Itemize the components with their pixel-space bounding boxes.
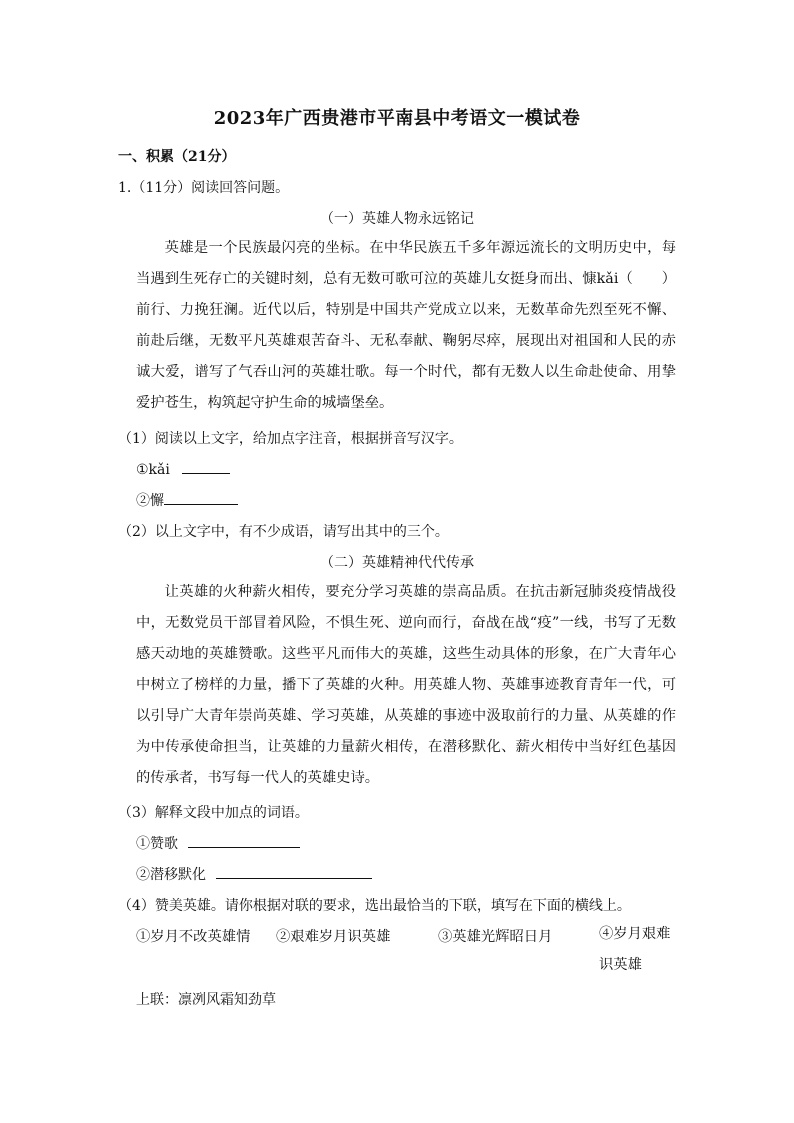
couplet-options bbox=[136, 926, 676, 986]
sub1-item-b bbox=[136, 490, 238, 510]
sub-question-2: （2）以上文字中，有不少成语，请写出其中的三个。 bbox=[118, 524, 449, 540]
part2-text: 让英雄的火种薪火相传，要充分学习英雄的崇高品质。在抗击新冠肺炎疫情战役中，无数党员干部冒着风险，不惧生死、逆向而行，奋战在战“疫”一线，书写了无数感天动地的英雄赞歌。这些平凡而伟大的英雄，这些生动具体的形象，在广大青年心中树立了榜样的力量，播下了英雄的火种。用英雄人物、英雄事迹教育青年一代，可以引导广大青年崇尚英雄、学习英雄，从英雄的事迹中汲取前行的力量、从英雄的作为中传承使命担当，让英雄的力量薪火相传，在潜移默化、薪火相传中当好红色基因的传承者，书写每一代人的英雄史诗。 bbox=[136, 584, 676, 786]
sub-question-1: （1）阅读以上文字，给加点字注音，根据拼音写汉字。 bbox=[118, 431, 463, 447]
sub1-item-b-blank[interactable] bbox=[164, 490, 238, 505]
sub-question-3: （3）解释文段中加点的词语。 bbox=[118, 805, 309, 821]
sub3-item-b-blank[interactable] bbox=[216, 864, 372, 879]
sub1-item-a bbox=[136, 459, 230, 478]
sub1-item-a-blank[interactable] bbox=[182, 459, 230, 474]
question-stem: 1.（11分）阅读回答问题。 bbox=[118, 180, 290, 196]
part1-passage bbox=[136, 233, 676, 419]
sub3-item-a-label: ①赞歌 bbox=[136, 836, 178, 852]
part2-passage bbox=[136, 577, 676, 794]
option-4[interactable]: ④岁月艰难识英雄 bbox=[599, 926, 671, 973]
sub3-item-a-blank[interactable] bbox=[188, 833, 300, 848]
part2-heading: （二）英雄精神代代传承 bbox=[320, 555, 474, 571]
couplet-upper: 上联：凛冽风霜知劲草 bbox=[136, 992, 276, 1008]
part1-text: 英雄是一个民族最闪亮的坐标。在中华民族五千多年源远流长的文明历史中，每当遇到生死存亡的关键时刻，总有无数可歌可泣的英雄儿女挺身而出、慷kǎi（ ）前行、力挽狂澜。近代以后，特别是中国共产党成立以来，无数革命先烈至死不懈、前赴后继，无数平凡英雄艰苦奋斗、无私奉献、鞠躬尽瘁，展现出对祖国和人民的赤诚大爱，谱写了气吞山河的英雄壮歌。每一个时代，都有无数人以生命赴使命、用挚爱护苍生，构筑起守护生命的城墙堡垒。 bbox=[136, 240, 676, 411]
page-title: 2023年广西贵港市平南县中考语文一模试卷 bbox=[213, 108, 581, 129]
sub3-item-a bbox=[136, 833, 300, 853]
sub3-item-b-label: ②潜移默化 bbox=[136, 867, 206, 883]
option-2[interactable]: ②艰难岁月识英雄 bbox=[276, 929, 391, 945]
sub-question-4: （4）赞美英雄。请你根据对联的要求，选出最恰当的下联，填写在下面的横线上。 bbox=[118, 898, 631, 914]
option-3[interactable]: ③英雄光辉昭日月 bbox=[438, 929, 553, 945]
sub1-item-a-label: ①kǎi bbox=[136, 462, 170, 478]
sub1-item-b-label: ②懈 bbox=[136, 493, 164, 509]
option-1[interactable]: ①岁月不改英雄情 bbox=[136, 929, 251, 945]
section-heading: 一、积累（21分） bbox=[118, 149, 236, 165]
sub3-item-b bbox=[136, 864, 372, 884]
part1-heading: （一）英雄人物永远铭记 bbox=[320, 211, 474, 227]
